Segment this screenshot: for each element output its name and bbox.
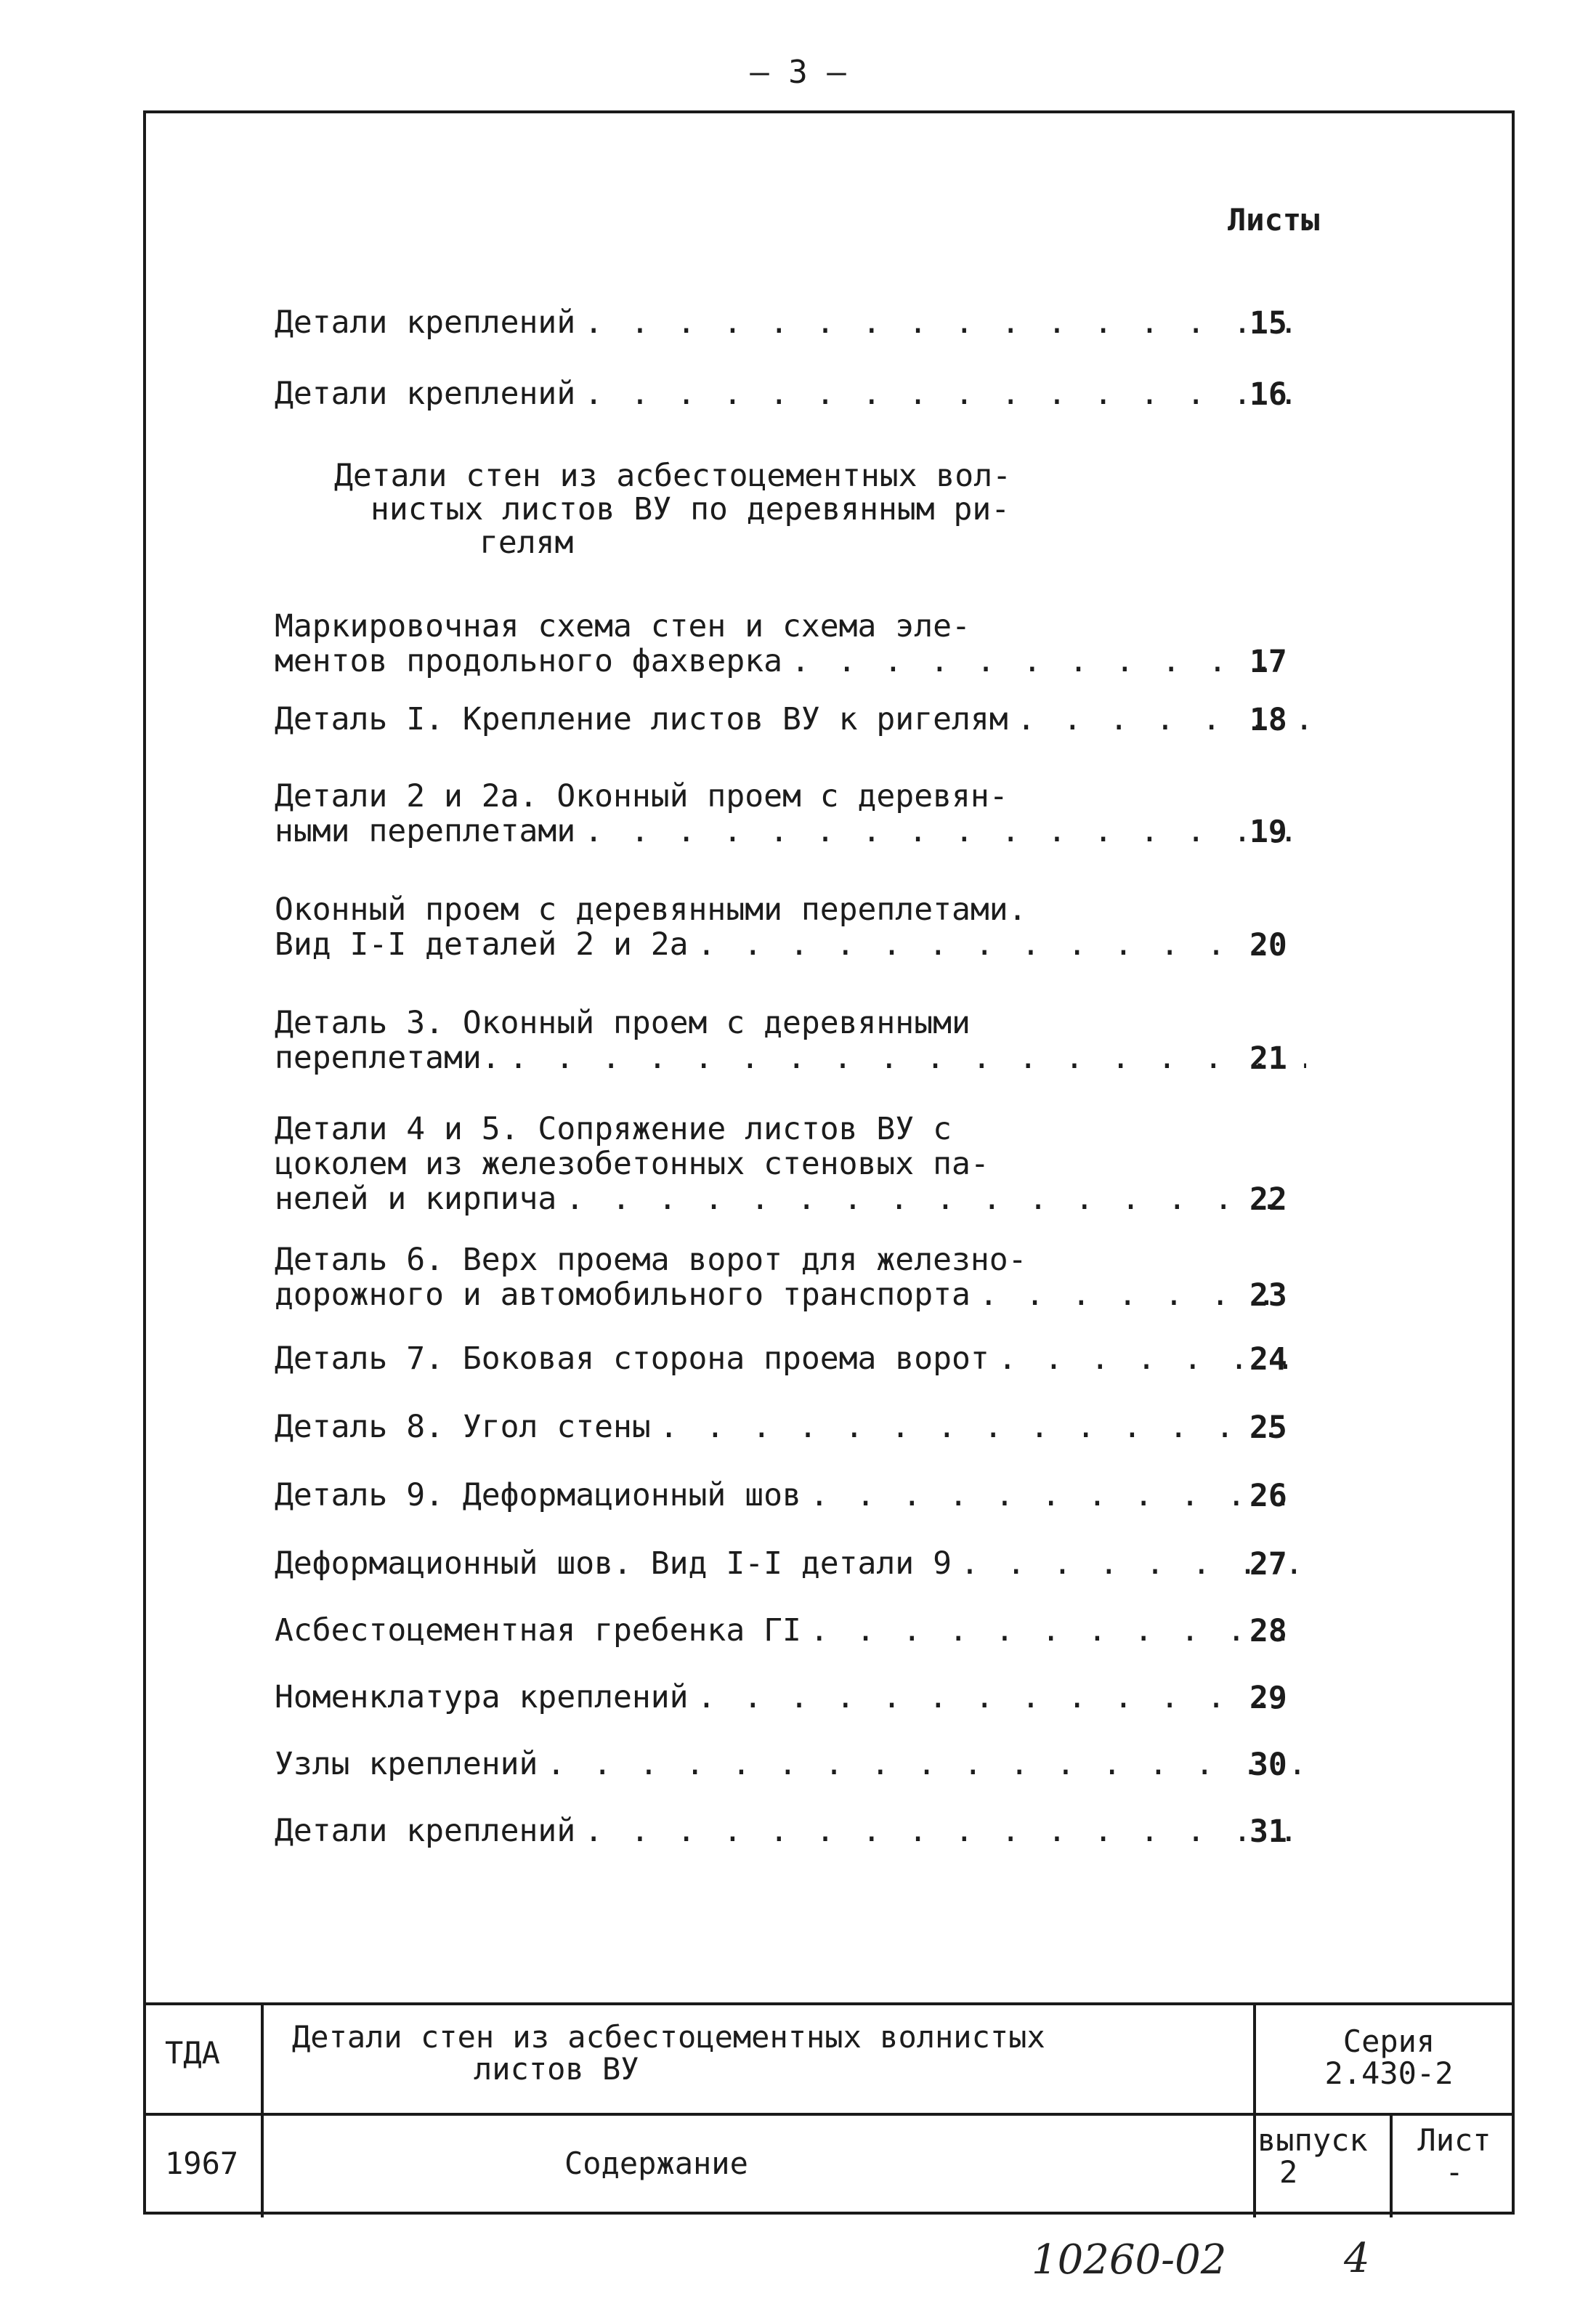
toc-entry (275, 609, 1306, 679)
document-title-line: листов ВУ (474, 2051, 639, 2087)
series-block (1276, 2023, 1502, 2091)
toc-entry-line (275, 1410, 1306, 1444)
toc-page-number: 17 (1249, 644, 1287, 680)
toc-page-number: 15 (1249, 305, 1287, 341)
sheet-value: - (1445, 2154, 1464, 2190)
toc-entry-line (275, 1040, 1306, 1075)
toc-entry-title: Узлы креплений (275, 1746, 538, 1782)
toc-entry-title: Детали креплений (275, 376, 576, 412)
toc-entry-line (275, 1181, 1306, 1216)
toc-leader-dots (501, 1040, 1306, 1075)
toc-entry-line (275, 376, 1306, 411)
toc-page-number: 19 (1249, 814, 1287, 850)
toc-entry-line (275, 1680, 1306, 1715)
document-name: Содержание (564, 2146, 748, 2181)
title-block-divider (1390, 2114, 1393, 2217)
toc-leader-dots (689, 1680, 1306, 1715)
toc-entry (275, 1410, 1306, 1444)
toc-entry-line (275, 1242, 1306, 1277)
toc-entry-title: Детали 2 и 2а. Оконный проем с деревян- (275, 778, 1008, 814)
toc-entry-title: Деталь I. Крепление листов ВУ к ригелям (275, 701, 1008, 737)
toc-entry-title: нелей и кирпича (275, 1181, 557, 1217)
toc-leader-dots (801, 1613, 1306, 1648)
toc-entry-title: Номенклатура креплений (275, 1679, 689, 1715)
toc-entry-line (275, 779, 1306, 814)
toc-page-number: 26 (1249, 1478, 1287, 1514)
toc-entry (275, 1478, 1306, 1513)
handwritten-page-number: 4 (1344, 2235, 1370, 2282)
toc-entry (275, 1680, 1306, 1715)
toc-entry (275, 702, 1306, 737)
page-number: — 3 — (750, 54, 846, 91)
issue-value: 2 (1279, 2154, 1298, 2190)
toc-leader-dots (556, 1181, 1306, 1216)
toc-page-number: 31 (1249, 1813, 1287, 1850)
toc-entry (275, 892, 1306, 962)
toc-entry (275, 1242, 1306, 1312)
toc-entry-title: Маркировочная схема стен и схема эле- (275, 608, 971, 644)
toc-entry-line (275, 609, 1306, 644)
toc-page-number: 25 (1249, 1410, 1287, 1446)
toc-entry-title: Оконный проем с деревянными переплетами. (275, 891, 1027, 928)
issue-label: выпуск (1257, 2122, 1368, 2158)
toc-entry-title: Деталь 9. Деформационный шов (275, 1477, 801, 1513)
toc-entry (275, 1813, 1306, 1848)
toc-page-number: 28 (1249, 1613, 1287, 1649)
toc-entry-line (275, 927, 1306, 962)
document-title (292, 2021, 1236, 2085)
sheet-block (1394, 2124, 1515, 2188)
toc-entry-title: Вид I-I деталей 2 и 2а (275, 926, 689, 963)
toc-entry (275, 1341, 1306, 1376)
title-block-divider (261, 2005, 264, 2217)
toc-leader-dots (651, 1410, 1306, 1444)
toc-entry-title: Деталь 8. Угол стены (275, 1409, 651, 1445)
toc-entry-line (275, 1147, 1306, 1181)
year: 1967 (165, 2146, 239, 2181)
toc-entry-line (275, 1277, 1306, 1312)
toc-page-number: 21 (1249, 1040, 1287, 1077)
series-value: 2.430-2 (1324, 2055, 1454, 2091)
toc-leader-dots (801, 1478, 1306, 1513)
issue-block (1257, 2124, 1388, 2188)
toc-entry-line (275, 1006, 1306, 1040)
document-title-line: Детали стен из асбестоцементных волнистых (292, 2019, 1045, 2055)
toc-leader-dots (689, 927, 1306, 962)
section-heading-line: нистых листов ВУ по деревянным ри- (370, 491, 1010, 527)
toc-entry (275, 376, 1306, 411)
toc-entry-title: Детали 4 и 5. Сопряжение листов ВУ с (275, 1111, 952, 1147)
toc-column-header: Листы (1228, 202, 1320, 238)
toc-page-number: 29 (1249, 1680, 1287, 1716)
toc-leader-dots (575, 814, 1306, 849)
toc-entry (275, 1747, 1306, 1782)
toc-page-number: 16 (1249, 376, 1287, 413)
toc-page-number: 22 (1249, 1181, 1287, 1218)
toc-entry-title: Деталь 6. Верх проема ворот для железно- (275, 1242, 1027, 1278)
toc-entry-line (275, 702, 1306, 737)
toc-entry-line (275, 305, 1306, 340)
toc-leader-dots (538, 1747, 1306, 1782)
toc-page-number: 30 (1249, 1747, 1287, 1783)
toc-leader-dots (575, 1813, 1306, 1848)
title-block-divider (143, 2113, 1515, 2116)
toc-entry-line (275, 644, 1306, 679)
toc-entry (275, 779, 1306, 849)
toc-leader-dots (782, 644, 1306, 679)
toc-leader-dots (575, 305, 1306, 340)
toc-entry-title: Детали креплений (275, 304, 576, 341)
toc-entry-title: дорожного и автомобильного транспорта (275, 1277, 971, 1313)
toc-entry (275, 1112, 1306, 1216)
toc-entry (275, 1006, 1306, 1075)
toc-entry (275, 1613, 1306, 1648)
toc-entry-title: Деформационный шов. Вид I-I детали 9 (275, 1545, 952, 1582)
handwritten-archive-number: 10260-02 (1032, 2236, 1227, 2284)
toc-entry (275, 305, 1306, 340)
toc-page-number: 20 (1249, 927, 1287, 963)
toc-entry-title: ментов продольного фахверка (275, 643, 782, 679)
toc-entry-title: ными переплетами (275, 813, 576, 849)
toc-entry-line (275, 1112, 1306, 1147)
toc-entry-title: Деталь 7. Боковая сторона проема ворот (275, 1340, 989, 1377)
organization-code: ТДА (165, 2035, 220, 2071)
toc-page-number: 23 (1249, 1277, 1287, 1314)
toc-entry-title: Детали креплений (275, 1813, 576, 1849)
title-block-divider (1253, 2005, 1256, 2217)
section-heading-line: Детали стен из асбестоцементных вол- (334, 458, 1011, 494)
toc-entry (275, 1546, 1306, 1581)
toc-entry-title: Асбестоцементная гребенка ГI (275, 1612, 801, 1649)
toc-entry-line (275, 1813, 1306, 1848)
title-block (143, 2002, 1515, 2217)
series-label: Серия (1342, 2023, 1435, 2059)
toc-entry-line (275, 814, 1306, 849)
toc-entry-title: цоколем из железобетонных стеновых па- (275, 1146, 989, 1182)
toc-entry-line (275, 1478, 1306, 1513)
toc-leader-dots (575, 376, 1306, 411)
toc-entry-line (275, 1747, 1306, 1782)
toc-page-number: 27 (1249, 1546, 1287, 1582)
toc-entry-line (275, 1613, 1306, 1648)
toc-entry-line (275, 1546, 1306, 1581)
toc-page-number: 18 (1249, 702, 1287, 738)
toc-page-number: 24 (1249, 1341, 1287, 1378)
toc-entry-line (275, 1341, 1306, 1376)
toc-entry-line (275, 892, 1306, 927)
toc-entry-title: Деталь 3. Оконный проем с деревянными (275, 1005, 971, 1041)
section-heading-line: гелям (479, 525, 574, 561)
toc-entry-title: переплетами. (275, 1040, 501, 1076)
sheet-label: Лист (1417, 2122, 1491, 2158)
